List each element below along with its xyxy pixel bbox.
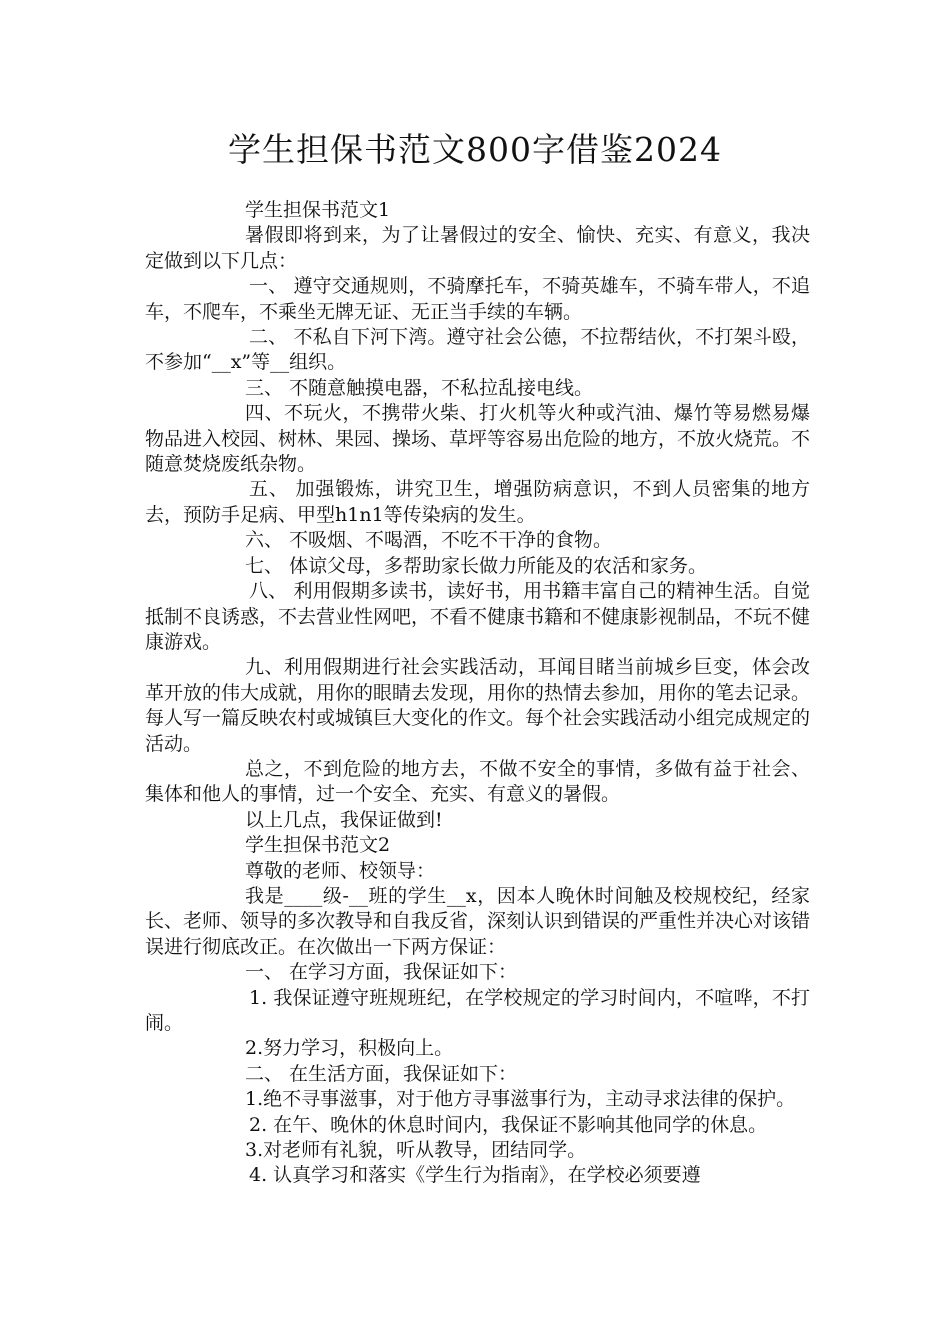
paragraph-item-1: 一、 遵守交通规则，不骑摩托车，不骑英雄车，不骑车带人，不追车，不爬车，不乘坐无牌无证、无正当手续的车辆。	[145, 275, 810, 323]
paragraph-item-7: 七、 体谅父母，多帮助家长做力所能及的农活和家务。	[245, 554, 708, 577]
paragraph-life-heading: 二、 在生活方面，我保证如下：	[245, 1062, 518, 1085]
paragraph-study-heading: 一、 在学习方面，我保证如下：	[245, 961, 518, 984]
paragraph-pledge: 以上几点，我保证做到!	[245, 808, 443, 831]
paragraph-item-6: 六、 不吸烟、不喝酒，不吃不干净的食物。	[245, 529, 613, 552]
paragraph-statement: 我是____级-__班的学生__x，因本人晚休时间触及校规校纪，经家长、老师、领导的多次教导和自我反省，深刻认识到错误的严重性并决心对该错误进行彻底改正。在次做出一下两方保证：	[145, 884, 811, 958]
paragraph-salutation: 尊敬的老师、校领导：	[245, 859, 436, 882]
document-title: 学生担保书范文800字借鉴2024	[228, 130, 722, 169]
paragraph-item-8: 八、 利用假期多读书，读好书，用书籍丰富自己的精神生活。自觉抵制不良诱惑，不去营业性网吧，不看不健康书籍和不健康影视制品，不玩不健康游戏。	[145, 580, 811, 653]
paragraph-life-1: 1.绝不寻事滋事，对于他方寻事滋事行为，主动寻求法律的保护。	[245, 1088, 796, 1111]
paragraph-item-3: 三、 不随意触摸电器，不私拉乱接电线。	[245, 376, 594, 399]
paragraph-life-4: 4. 认真学习和落实《学生行为指南》，在学校必须要遵	[249, 1164, 701, 1187]
paragraph-study-2: 2.努力学习，积极向上。	[245, 1037, 454, 1060]
section-heading-2: 学生担保书范文2	[245, 834, 391, 857]
paragraph-item-5: 五、 加强锻炼，讲究卫生，增强防病意识，不到人员密集的地方去，预防手足病、甲型h1n1等传染病的发生。	[145, 478, 810, 526]
section-heading-1: 学生担保书范文1	[245, 199, 391, 221]
paragraph-study-1: 1. 我保证遵守班规班纪，在学校规定的学习时间内，不喧哗，不打闹。	[145, 986, 810, 1034]
paragraph-life-3: 3.对老师有礼貌，听从教导，团结同学。	[245, 1139, 587, 1162]
document-body	[145, 198, 810, 1189]
paragraph-item-9: 九、利用假期进行社会实践活动，耳闻目睹当前城乡巨变，体会改革开放的伟大成就，用你的眼睛去发现，用你的热情去参加，用你的笔去记录。每人写一篇反映农村或城镇巨大变化的作文。每个社会实践活动小组完成规定的活动。	[145, 656, 811, 755]
paragraph-item-2: 二、 不私自下河下湾。遵守社会公德，不拉帮结伙，不打架斗殴，不参加“__x”等__组织。	[145, 326, 810, 374]
paragraph-intro: 暑假即将到来，为了让暑假过的安全、愉快、充实、有意义，我决定做到以下几点：	[145, 224, 810, 272]
paragraph-summary: 总之，不到危险的地方去，不做不安全的事情，多做有益于社会、集体和他人的事情，过一个安全、充实、有意义的暑假。	[145, 757, 810, 806]
paragraph-item-4: 四、不玩火，不携带火柴、打火机等火种或汽油、爆竹等易燃易爆物品进入校园、树林、果园、操场、草坪等容易出危险的地方，不放火烧荒。不随意焚烧废纸杂物。	[145, 402, 811, 476]
paragraph-life-2: 2. 在午、晚休的休息时间内，我保证不影响其他同学的休息。	[249, 1113, 768, 1136]
